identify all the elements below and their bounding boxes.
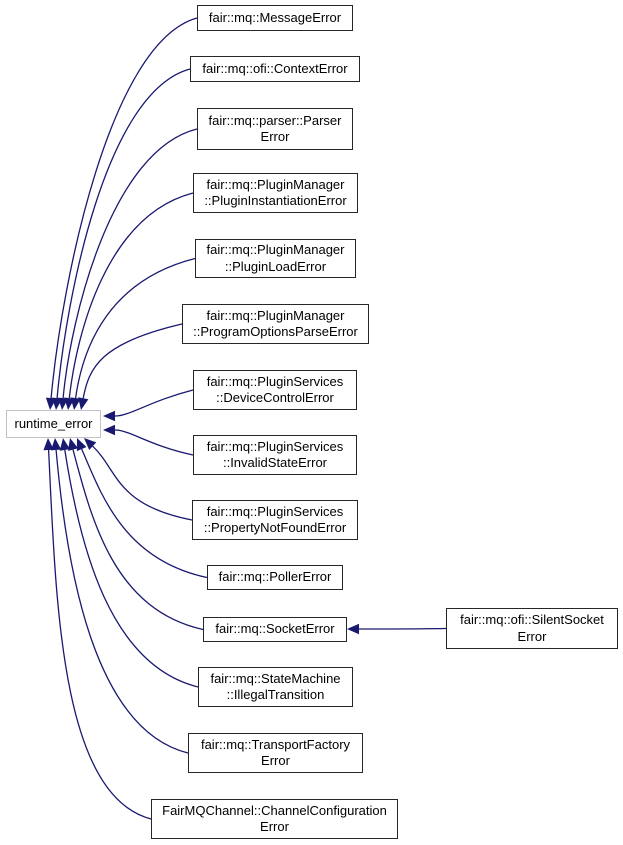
inheritance-arrowhead	[103, 411, 115, 421]
inheritance-arrowhead	[103, 425, 115, 435]
class-node-label: ::PluginInstantiationError	[204, 193, 347, 208]
class-node-invalid_state_error[interactable]	[193, 435, 357, 475]
class-node-context_error[interactable]	[190, 56, 360, 82]
class-node-label: ::IllegalTransition	[226, 687, 325, 702]
class-node-message_error[interactable]	[197, 5, 353, 31]
class-node-label: fair::mq::PluginServices	[206, 503, 344, 519]
inheritance-arrowhead	[84, 438, 96, 450]
edge-plugin_instantiation_error-to-runtime_error	[64, 193, 193, 410]
class-node-label: fair::mq::PluginManager	[206, 307, 345, 323]
class-node-label: fair::mq::parser::Parser	[208, 112, 342, 128]
class-node-label: ::ProgramOptionsParseError	[193, 324, 358, 339]
class-node-property_not_found_error[interactable]	[192, 500, 358, 540]
edge-channel_configuration_error-to-runtime_error	[43, 438, 151, 819]
inheritance-arrowhead	[46, 398, 56, 410]
edge-silent_socket_error-to-socket_error	[347, 624, 446, 634]
edge-socket_error-to-runtime_error	[68, 438, 203, 630]
edge-program_options_parse_error-to-runtime_error	[78, 324, 182, 410]
inheritance-arrowhead	[77, 438, 87, 451]
edge-context_error-to-runtime_error	[52, 69, 190, 410]
class-node-channel_configuration_error[interactable]	[151, 799, 398, 839]
class-node-label: ::DeviceControlError	[216, 390, 334, 405]
edge-transport_factory_error-to-runtime_error	[51, 438, 188, 753]
class-node-label: fair::mq::PluginServices	[206, 373, 344, 389]
class-node-program_options_parse_error[interactable]	[182, 304, 369, 344]
edge-message_error-to-runtime_error	[46, 18, 197, 410]
class-node-label: fair::mq::MessageError	[208, 9, 342, 25]
class-node-transport_factory_error[interactable]	[188, 733, 363, 773]
class-node-parser_error[interactable]	[197, 108, 353, 150]
class-node-poller_error[interactable]	[207, 565, 343, 590]
inheritance-arrowhead	[78, 397, 88, 410]
class-node-label: fair::mq::PluginManager	[206, 242, 345, 258]
class-node-socket_error[interactable]	[203, 617, 347, 642]
inheritance-arrowhead	[58, 398, 68, 410]
inheritance-arrowhead	[68, 438, 78, 451]
class-node-label: fair::mq::ofi::SilentSocket	[460, 612, 604, 628]
class-node-plugin_load_error[interactable]	[195, 239, 356, 278]
class-node-label: Error	[260, 129, 290, 144]
inheritance-arrowhead	[347, 624, 359, 634]
class-node-label: fair::mq::SocketError	[215, 621, 335, 637]
edge-poller_error-to-runtime_error	[77, 438, 207, 578]
edge-property_not_found_error-to-runtime_error	[84, 438, 192, 520]
class-node-label: fair::mq::StateMachine	[210, 670, 341, 686]
class-node-label: fair::mq::PollerError	[218, 569, 332, 585]
edge-invalid_state_error-to-runtime_error	[103, 425, 193, 455]
inheritance-arrowhead	[60, 438, 70, 451]
class-node-label: ::PropertyNotFoundError	[203, 520, 347, 535]
class-node-silent_socket_error[interactable]	[446, 608, 618, 649]
class-node-runtime_error	[6, 410, 101, 438]
edge-plugin_load_error-to-runtime_error	[71, 259, 196, 411]
class-node-label: FairMQChannel::ChannelConfiguration	[162, 802, 387, 818]
class-node-label: Error	[260, 819, 289, 834]
class-node-device_control_error[interactable]	[193, 370, 357, 410]
class-node-label: fair::mq::PluginServices	[206, 438, 344, 454]
inheritance-arrowhead	[43, 438, 53, 450]
class-node-label: Error	[517, 628, 547, 644]
class-node-plugin_instantiation_error[interactable]	[193, 173, 358, 213]
class-node-label: ::PluginLoadError	[224, 258, 327, 274]
inheritance-arrowhead	[51, 438, 61, 450]
edge-device_control_error-to-runtime_error	[103, 390, 193, 421]
class-node-illegal_transition[interactable]	[198, 667, 353, 707]
class-node-label: fair::mq::ofi::ContextError	[202, 60, 348, 76]
class-node-label: ::InvalidStateError	[222, 455, 328, 470]
class-node-label: fair::mq::PluginManager	[206, 176, 345, 192]
inheritance-arrowhead	[52, 398, 62, 410]
class-node-label: Error	[261, 753, 290, 768]
class-node-label: fair::mq::TransportFactory	[200, 736, 351, 752]
class-node-label: runtime_error	[14, 415, 93, 431]
inheritance-arrowhead	[71, 397, 81, 410]
inheritance-arrowhead	[64, 398, 74, 411]
edge-parser_error-to-runtime_error	[58, 129, 197, 410]
edge-illegal_transition-to-runtime_error	[60, 438, 198, 687]
